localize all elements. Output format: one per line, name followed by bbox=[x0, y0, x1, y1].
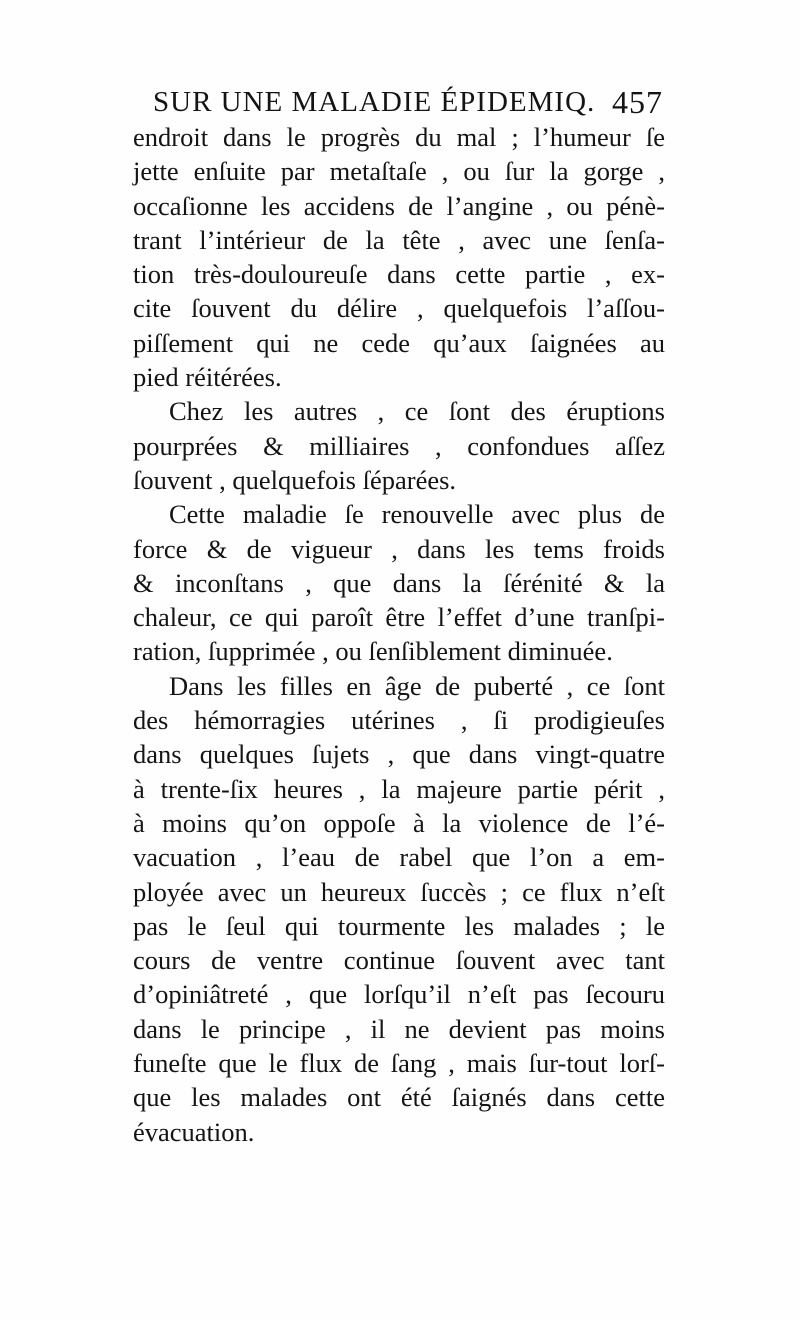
text-line: pourprées & milliaires , confondues aſſez bbox=[133, 430, 665, 461]
text-line: cours de ventre continue ſouvent avec tant bbox=[133, 945, 665, 976]
text-line: chaleur, ce qui paroît être l’effet d’une tranſpi- bbox=[133, 602, 665, 633]
text-line: vacuation , l’eau de rabel que l’on a em- bbox=[133, 842, 665, 873]
text-line: pied réitérées. bbox=[133, 362, 282, 393]
text-line: ration, ſupprimée , ou ſenſiblement diminuée. bbox=[133, 636, 613, 667]
text-line: endroit dans le progrès du mal ; l’humeur ſe bbox=[133, 122, 665, 152]
text-line: ſouvent , quelquefois ſéparées. bbox=[133, 464, 457, 495]
paragraph-hemorrhages bbox=[133, 669, 665, 1149]
text-line: Dans les filles en âge de puberté , ce ſont bbox=[169, 670, 665, 701]
running-head bbox=[153, 80, 663, 124]
text-line: à moins qu’on oppoſe à la violence de l’é- bbox=[133, 807, 665, 838]
text-line: des hémorragies utérines , ſi prodigieuſes bbox=[133, 705, 665, 736]
text-line: Chez les autres , ce ſont des éruptions bbox=[169, 396, 665, 427]
running-head-title: SUR UNE MALADIE ÉPIDEMIQ. bbox=[153, 86, 596, 118]
text-line: à trente-ſix heures , la majeure partie périt , bbox=[133, 773, 665, 804]
paragraph-renewal bbox=[133, 497, 665, 668]
text-line: que les malades ont été ſaignés dans cette bbox=[133, 1082, 665, 1113]
text-line: occaſionne les accidens de l’angine , ou pénè- bbox=[133, 190, 665, 221]
text-line: ployée avec un heureux ſuccès ; ce flux n’eſt bbox=[133, 876, 665, 907]
text-line: tion très-douloureuſe dans cette partie , ex- bbox=[133, 259, 665, 290]
text-line: d’opiniâtreté , que lorſqu’il n’eſt pas ſecouru bbox=[133, 979, 665, 1010]
text-line: jette enſuite par metaſtaſe , ou ſur la gorge , bbox=[133, 156, 665, 187]
text-line: trant l’intérieur de la tête , avec une ſenſa- bbox=[133, 224, 665, 255]
text-line: évacuation. bbox=[133, 1116, 255, 1147]
text-line: dans quelques ſujets , que dans vingt-quatre bbox=[133, 739, 665, 770]
text-line: Cette maladie ſe renouvelle avec plus de bbox=[169, 499, 665, 530]
text-line: pas le ſeul qui tourmente les malades ; le bbox=[133, 910, 665, 941]
text-line: dans le principe , il ne devient pas moins bbox=[133, 1013, 665, 1044]
text-line: & inconſtans , que dans la ſérénité & la bbox=[133, 567, 665, 598]
page-number: 457 bbox=[612, 84, 663, 120]
text-line: funeſte que le flux de ſang , mais ſur-tout lorſ- bbox=[133, 1048, 665, 1079]
text-line: force & de vigueur , dans les tems froids bbox=[133, 533, 665, 564]
paragraph-continuation bbox=[133, 120, 665, 394]
text-line: piſſement qui ne cede qu’aux ſaignées au bbox=[133, 327, 665, 358]
paragraph-eruptions bbox=[133, 394, 665, 497]
body-text bbox=[133, 120, 665, 1149]
text-line: cite ſouvent du délire , quelquefois l’aſſou- bbox=[133, 293, 665, 324]
